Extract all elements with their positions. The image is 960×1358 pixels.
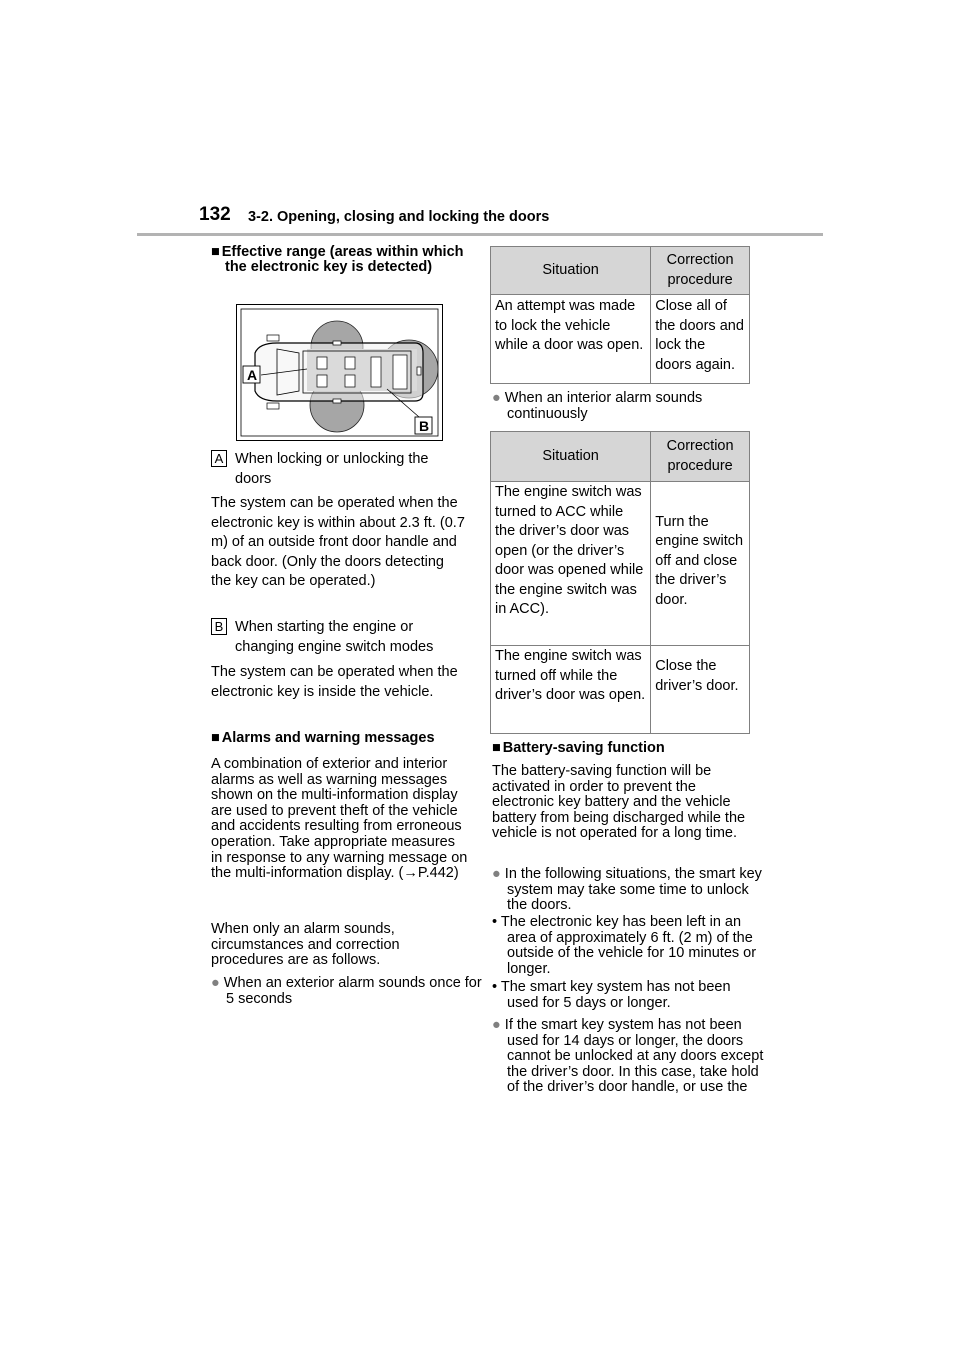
para-b: The system can be operated when the electronic key is inside the vehicle. bbox=[211, 664, 458, 700]
battery-para: The battery-saving function will be activated in order to prevent the electronic key battery and the vehicle battery from being discharged while the vehicle is not operated for a long time. bbox=[492, 763, 746, 842]
seat-4 bbox=[345, 375, 355, 387]
table2-header-correction: Correction procedure bbox=[651, 432, 750, 482]
table2-situation-cell-1: The engine switch was turned to ACC while the driver’s door was open (or the driver’s door was opened while the engine switch was in ACC). bbox=[495, 484, 644, 617]
table2-correction-cell-1: Turn the engine switch off and close the driver’s door. bbox=[655, 513, 744, 608]
item-a-text: When locking or unlocking the doors bbox=[235, 451, 429, 487]
table1-header-situation: Situation bbox=[491, 247, 651, 295]
table-row bbox=[491, 482, 750, 646]
effective-range-heading: ■ Effective range (areas within which the electronic key is detected) bbox=[211, 244, 464, 275]
mirror-left bbox=[267, 335, 279, 341]
square-marker: ■ bbox=[211, 244, 220, 260]
table-row bbox=[491, 646, 750, 734]
item-a bbox=[211, 450, 473, 489]
antenna-rear bbox=[333, 399, 341, 403]
mirror-right bbox=[267, 403, 279, 409]
antenna-front bbox=[333, 341, 341, 345]
antenna-back bbox=[417, 367, 421, 375]
alarms-para: A combination of exterior and interior alarms as well as warning messages shown on the multi-information display are used to prevent theft of the vehicle and accidents resulting from erroneous operation. Take appropriate measures in response to any warning message on the multi-information display. (→P.442) bbox=[211, 756, 468, 882]
alarm-only-para: When only an alarm sounds, circumstances and correction procedures are as follows. bbox=[211, 921, 400, 969]
key-range-figure bbox=[236, 304, 443, 441]
bullet-marker: ● bbox=[492, 866, 501, 882]
exterior-alarm-bullet: ● When an exterior alarm sounds once for 5 seconds bbox=[211, 975, 482, 1007]
interior-alarm-bullet: ● When an interior alarm sounds continuously bbox=[492, 390, 703, 422]
square-marker: ■ bbox=[492, 740, 501, 756]
bullet-marker: ● bbox=[492, 390, 501, 406]
item-b bbox=[211, 618, 473, 657]
item-b-label: B bbox=[211, 618, 227, 635]
label-a: A bbox=[247, 367, 258, 383]
table1-header-correction: Correction procedure bbox=[651, 247, 750, 295]
interior-alarm-table bbox=[490, 431, 750, 734]
vehicle-range-diagram bbox=[237, 305, 442, 440]
rear-seat bbox=[371, 357, 381, 387]
square-marker: ■ bbox=[211, 730, 220, 746]
para-a: The system can be operated when the electronic key is within about 2.3 ft. (0.7 m) of an outside front door handle and back door. (Only the doors detecting the key can be operated.) bbox=[211, 495, 465, 589]
exterior-alarm-table bbox=[490, 246, 750, 384]
bullet-marker: ● bbox=[211, 975, 220, 991]
table-row bbox=[491, 295, 750, 384]
seat-3 bbox=[345, 357, 355, 369]
chapter-title: 3-2. Opening, closing and locking the doors bbox=[248, 209, 550, 225]
table2-situation-cell-2: The engine switch was turned off while the driver’s door was open. bbox=[495, 648, 646, 703]
table2-header-situation: Situation bbox=[491, 432, 651, 482]
label-b: B bbox=[419, 418, 430, 434]
item-b-text: When starting the engine or changing engine switch modes bbox=[235, 619, 434, 655]
battery-heading: ■ Battery-saving function bbox=[492, 740, 665, 756]
table2-correction-cell-2: Close the driver’s door. bbox=[655, 658, 739, 694]
battery-bullet-1: ● In the following situations, the smart key system may take some time to unlock the doors. bbox=[492, 866, 762, 914]
item-a-label: A bbox=[211, 450, 227, 467]
table1-situation-cell: An attempt was made to lock the vehicle while a door was open. bbox=[495, 298, 644, 353]
battery-subitem-1: • The electronic key has been left in an area of approximately 6 ft. (2 m) of the outside of the vehicle for 10 minutes or longer. bbox=[492, 914, 757, 977]
header-rule bbox=[137, 233, 823, 236]
seat-1 bbox=[317, 357, 327, 369]
cargo-area bbox=[393, 355, 407, 389]
table1-correction-cell: Close all of the doors and lock the doors again. bbox=[655, 298, 744, 373]
seat-2 bbox=[317, 375, 327, 387]
battery-subitem-2: • The smart key system has not been used for 5 days or longer. bbox=[492, 979, 731, 1011]
bullet-marker: ● bbox=[492, 1017, 501, 1033]
alarms-heading: ■ Alarms and warning messages bbox=[211, 730, 435, 746]
page-number: 132 bbox=[199, 204, 231, 225]
battery-bullet-2: ● If the smart key system has not been used for 14 days or longer, the doors cannot be unlocked at any doors except the driver’s door. In this case, take hold of the driver’s door handle, or use the bbox=[492, 1017, 764, 1096]
